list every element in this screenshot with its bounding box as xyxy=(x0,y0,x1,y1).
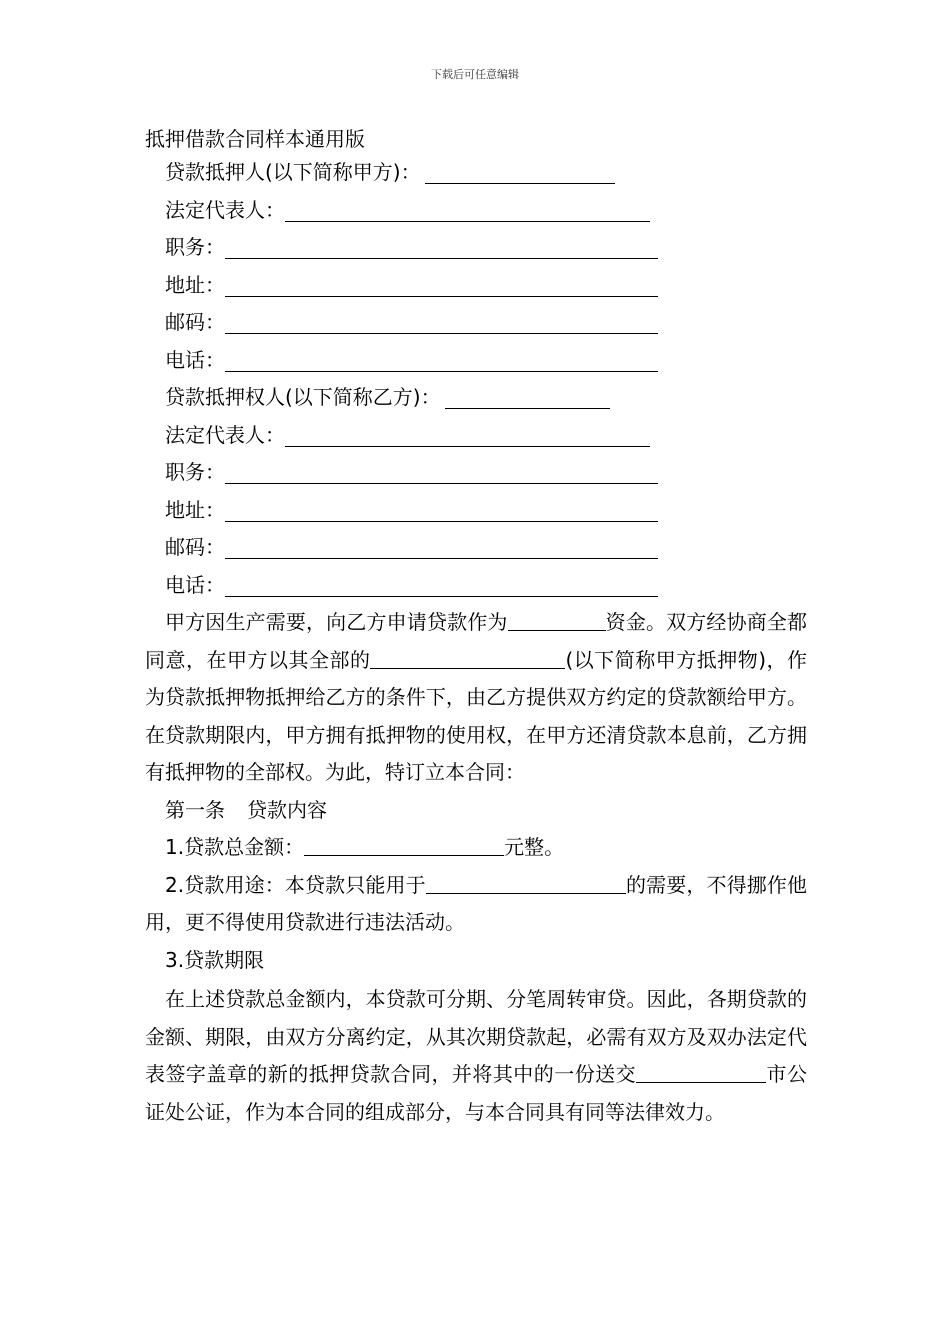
intro-paragraph xyxy=(145,604,807,792)
header-note: 下载后可任意编辑 xyxy=(431,68,519,81)
term-text-2: 市公证处公证，作为本合同的组成部分，与本合同具有同等法律效力。 xyxy=(145,1062,808,1124)
article-1-heading xyxy=(145,792,807,830)
party-a-name-blank[interactable] xyxy=(425,161,615,184)
party-b-postcode-label: 邮码： xyxy=(165,535,225,559)
party-a-heading-label: 贷款抵押人(以下简称甲方)： xyxy=(165,160,421,184)
item-3-loan-term xyxy=(145,942,807,980)
party-b-address-blank[interactable] xyxy=(225,499,658,522)
party-b-field-row xyxy=(145,529,807,567)
party-b-postcode-blank[interactable] xyxy=(225,536,658,559)
party-b-position-label: 职务： xyxy=(165,460,225,484)
party-a-postcode-label: 邮码： xyxy=(165,310,225,334)
item-2-text-1: 2.贷款用途：本贷款只能用于 xyxy=(165,872,426,897)
party-b-field-row xyxy=(145,417,807,455)
party-a-position-blank[interactable] xyxy=(225,236,658,259)
party-b-field-row xyxy=(145,492,807,530)
party-a-field-row xyxy=(145,192,807,230)
article-1-name: 贷款内容 xyxy=(247,797,327,822)
item-1-label: 1.贷款总金额： xyxy=(165,835,305,859)
party-a-position-label: 职务： xyxy=(165,235,225,259)
intro-text-2: 资金。双方经协商全都同意，在甲方以其全部的 xyxy=(145,610,808,672)
notary-city-blank[interactable] xyxy=(636,1064,766,1083)
loan-use-blank[interactable] xyxy=(426,875,626,894)
total-amount-blank[interactable] xyxy=(304,837,504,856)
party-b-name-blank[interactable] xyxy=(445,386,610,409)
party-a-phone-label: 电话： xyxy=(165,347,225,372)
party-b-heading-label: 贷款抵押权人(以下简称乙方)： xyxy=(165,385,441,409)
party-a-representative-blank[interactable] xyxy=(285,199,650,222)
term-text-1: 在上述贷款总金额内，本贷款可分期、分笔周转审贷。因此，各期贷款的金额、期限，由双方分离约定，从其次期贷款起，必需有双方及双办法定代表签字盖章的新的抵押贷款合同，并将其中的一份送交 xyxy=(145,987,807,1086)
party-b-field-row xyxy=(145,567,807,605)
loan-purpose-type-blank[interactable] xyxy=(508,612,606,631)
party-b-position-blank[interactable] xyxy=(225,461,658,484)
party-b-heading xyxy=(145,379,807,417)
party-a-field-row xyxy=(145,304,807,342)
item-2-text-2: 的需要，不得挪作他用，更不得使用贷款进行违法活动。 xyxy=(145,872,808,934)
party-a-representative-label: 法定代表人： xyxy=(165,197,285,222)
term-paragraph xyxy=(145,981,807,1131)
contract-body xyxy=(145,124,807,1131)
intro-text-1: 甲方因生产需要，向乙方申请贷款作为 xyxy=(165,610,508,634)
intro-text-3: (以下简称甲方抵押物)，作为贷款抵押物抵押给乙方的条件下，由乙方提供双方约定的贷款额给甲方。在贷款期限内，甲方拥有抵押物的使用权，在甲方还清贷款本息前，乙方拥有抵押物的全部权。为此，特订立本合同： xyxy=(145,647,808,784)
party-a-field-row xyxy=(145,342,807,380)
item-2-loan-use xyxy=(145,867,807,942)
article-1-number: 第一条 xyxy=(165,797,225,822)
party-b-field-row xyxy=(145,454,807,492)
party-a-phone-blank[interactable] xyxy=(225,349,658,372)
party-a-heading xyxy=(145,154,807,192)
party-b-address-label: 地址： xyxy=(165,497,225,522)
party-a-field-row xyxy=(145,267,807,305)
document-title: 抵押借款合同样本通用版 xyxy=(145,127,365,151)
item-3-label: 3.贷款期限 xyxy=(165,947,265,972)
party-b-representative-blank[interactable] xyxy=(285,424,650,447)
collateral-blank[interactable] xyxy=(370,650,565,669)
party-b-phone-label: 电话： xyxy=(165,572,225,597)
party-a-address-label: 地址： xyxy=(165,272,225,297)
item-1-total-amount xyxy=(145,829,807,867)
item-1-suffix: 元整。 xyxy=(504,835,565,859)
party-b-phone-blank[interactable] xyxy=(225,574,658,597)
party-b-representative-label: 法定代表人： xyxy=(165,422,285,447)
party-a-address-blank[interactable] xyxy=(225,274,658,297)
party-a-field-row xyxy=(145,229,807,267)
party-a-postcode-blank[interactable] xyxy=(225,311,658,334)
